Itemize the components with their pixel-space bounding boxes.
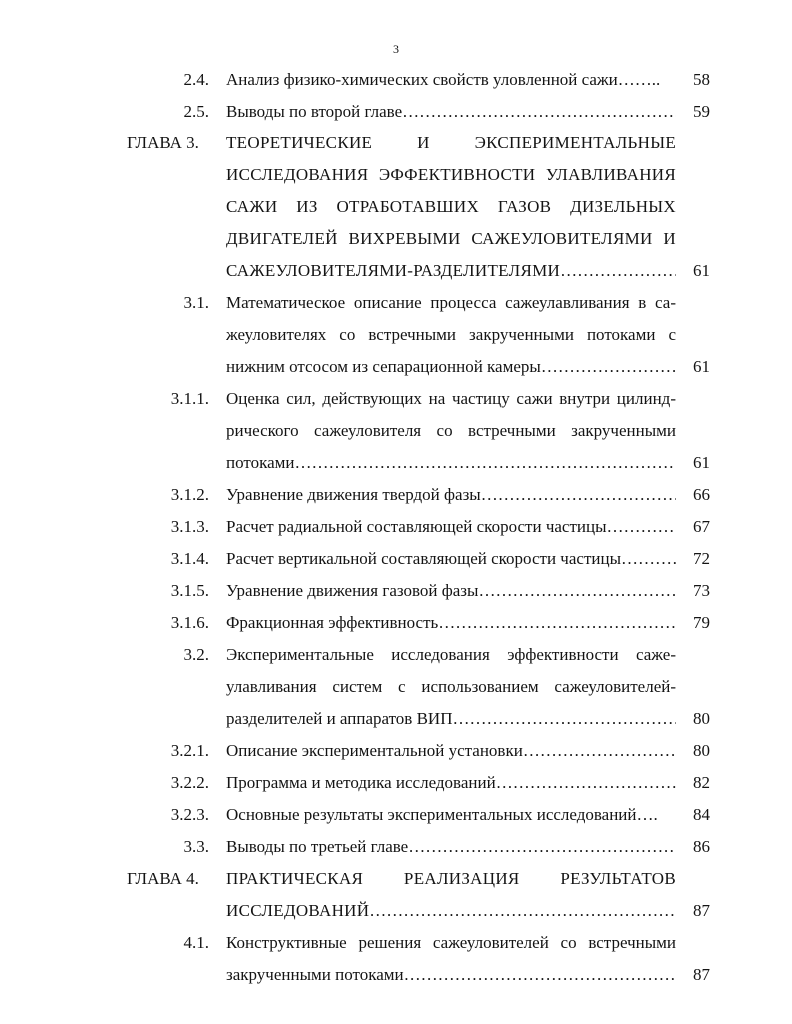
section-title-line: Математическое описание процесса сажеулавливания в са- — [226, 293, 676, 312]
section-number: 3.1.5. — [170, 581, 209, 600]
section-title: Расчет вертикальной составляющей скорости частицы ………………………………………………………………………………………………………………………………………… — [226, 543, 676, 575]
toc-entry-3-1-line-3 — [0, 351, 792, 383]
toc-entry-3-1-1 — [0, 383, 792, 415]
page-ref: 86 — [693, 837, 710, 856]
toc-entry-3-2-3 — [0, 799, 792, 831]
page-ref: 87 — [693, 965, 710, 984]
toc-entry-chapter-4-line-2 — [0, 895, 792, 927]
toc-entry-3-1-1-line-2 — [0, 415, 792, 447]
toc-entry-3-1-line-2 — [0, 319, 792, 351]
toc-entry-3-1-1-line-3 — [0, 447, 792, 479]
section-number: 3.1.3. — [170, 517, 209, 536]
toc-entry-3-2-line-2 — [0, 671, 792, 703]
section-title-line: Оценка сил, действующих на частицу сажи внутри цилинд- — [226, 389, 676, 408]
chapter-title-line: ИССЛЕДОВАНИЯ ЭФФЕКТИВНОСТИ УЛАВЛИВАНИЯ — [226, 165, 676, 184]
page-ref: 82 — [693, 773, 710, 792]
toc-entry-3-1-4 — [0, 543, 792, 575]
section-title: Выводы по второй главе ………………………………………………………………………………………………………………………………………… — [226, 96, 676, 128]
toc-entry-chapter-3-line-5 — [0, 255, 792, 287]
toc-entry-3-1-6 — [0, 607, 792, 639]
toc-entry-chapter-3-line-4 — [0, 223, 792, 255]
section-title: Описание экспериментальной установки ………………………………………………………………………………………………………………………………………… — [226, 735, 676, 767]
section-number: 3.2.3. — [170, 805, 209, 824]
page-ref: 80 — [693, 741, 710, 760]
section-number: 4.1. — [183, 933, 209, 952]
section-title-line: жеуловителях со встречными закрученными потоками с — [226, 325, 676, 344]
section-number: 3.1. — [183, 293, 209, 312]
section-title: Уравнение движения газовой фазы ………………………………………………………………………………………………………………………………………… — [226, 575, 676, 607]
section-number: 3.1.4. — [170, 549, 209, 568]
toc-entry-3-2 — [0, 639, 792, 671]
toc-entry-3-2-2 — [0, 767, 792, 799]
section-number: 3.1.2. — [170, 485, 209, 504]
toc-entry-3-3 — [0, 831, 792, 863]
toc-entry-2-4 — [0, 64, 792, 96]
toc-entry-chapter-3-line-2 — [0, 159, 792, 191]
section-title: Фракционная эффективность ………………………………………………………………………………………………………………………………………… — [226, 607, 676, 639]
section-title-line: улавливания систем с использованием сажеуловителей- — [226, 677, 676, 696]
page-ref: 72 — [693, 549, 710, 568]
chapter-number: ГЛАВА 4. — [127, 869, 199, 888]
section-number: 2.5. — [183, 102, 209, 121]
chapter-title-line: ПРАКТИЧЕСКАЯ РЕАЛИЗАЦИЯ РЕЗУЛЬТАТОВ — [226, 869, 676, 888]
section-title-line: Конструктивные решения сажеуловителей со встречными — [226, 933, 676, 952]
toc-entry-4-1 — [0, 927, 792, 959]
chapter-title-line: ДВИГАТЕЛЕЙ ВИХРЕВЫМИ САЖЕУЛОВИТЕЛЯМИ И — [226, 229, 676, 248]
section-title: Расчет радиальной составляющей скорости частицы ………………………………………………………………………………………………………………………………………… — [226, 511, 676, 543]
page-ref: 73 — [693, 581, 710, 600]
page-ref: 61 — [693, 453, 710, 472]
toc-entry-4-1-line-2 — [0, 959, 792, 991]
chapter-title-line: ТЕОРЕТИЧЕСКИЕ И ЭКСПЕРИМЕНТАЛЬНЫЕ — [226, 133, 676, 152]
section-title-line: закрученными потоками ………………………………………………………………………………………………………………………………………… — [226, 959, 676, 991]
chapter-title-line: ИССЛЕДОВАНИЙ ………………………………………………………………………………………………………………………………………… — [226, 895, 676, 927]
section-number: 3.2.1. — [170, 741, 209, 760]
chapter-number: ГЛАВА 3. — [127, 133, 199, 152]
chapter-title-line: САЖЕУЛОВИТЕЛЯМИ-РАЗДЕЛИТЕЛЯМИ ………………………………………………………………………………………………………………………………………… — [226, 255, 676, 287]
section-number: 3.3. — [183, 837, 209, 856]
section-title: Анализ физико-химических свойств уловленной сажи…….. — [226, 70, 661, 89]
page-ref: 79 — [693, 613, 710, 632]
toc-entry-3-1 — [0, 287, 792, 319]
toc-entry-chapter-3 — [0, 127, 792, 159]
section-number: 3.1.1. — [170, 389, 209, 408]
toc-entry-3-1-3 — [0, 511, 792, 543]
section-title: Программа и методика исследований ………………………………………………………………………………………………………………………………………… — [226, 767, 676, 799]
section-title: Выводы по третьей главе ………………………………………………………………………………………………………………………………………… — [226, 831, 676, 863]
section-number: 2.4. — [183, 70, 209, 89]
chapter-title-line: САЖИ ИЗ ОТРАБОТАВШИХ ГАЗОВ ДИЗЕЛЬНЫХ — [226, 197, 676, 216]
page-ref: 67 — [693, 517, 710, 536]
section-title-line: Экспериментальные исследования эффективности саже- — [226, 645, 676, 664]
section-number: 3.1.6. — [170, 613, 209, 632]
page-ref: 84 — [693, 805, 710, 824]
page-ref: 80 — [693, 709, 710, 728]
toc-entry-3-1-5 — [0, 575, 792, 607]
section-title-line: разделителей и аппаратов ВИП ………………………………………………………………………………………………………………………………………… — [226, 703, 676, 735]
toc-entry-2-5 — [0, 96, 792, 128]
section-title-line: рического сажеуловителя со встречными закрученными — [226, 421, 676, 440]
toc-entry-3-2-1 — [0, 735, 792, 767]
section-title-line: потоками ………………………………………………………………………………………………………………………………………… — [226, 447, 676, 479]
toc-entry-chapter-3-line-3 — [0, 191, 792, 223]
page-ref: 66 — [693, 485, 710, 504]
toc-entry-3-2-line-3 — [0, 703, 792, 735]
page-number: 3 — [393, 42, 399, 56]
page-ref: 87 — [693, 901, 710, 920]
page-ref: 58 — [693, 70, 710, 89]
toc-entry-3-1-2 — [0, 479, 792, 511]
toc-entry-chapter-4 — [0, 863, 792, 895]
section-title: Уравнение движения твердой фазы ………………………………………………………………………………………………………………………………………… — [226, 479, 676, 511]
page-ref: 59 — [693, 102, 710, 121]
page-ref: 61 — [693, 261, 710, 280]
section-title: Основные результаты экспериментальных исследований…. — [226, 805, 658, 824]
page-ref: 61 — [693, 357, 710, 376]
section-title-line: нижним отсосом из сепарационной камеры ………………………………………………………………………………………………………………………………………… — [226, 351, 676, 383]
section-number: 3.2. — [183, 645, 209, 664]
section-number: 3.2.2. — [170, 773, 209, 792]
